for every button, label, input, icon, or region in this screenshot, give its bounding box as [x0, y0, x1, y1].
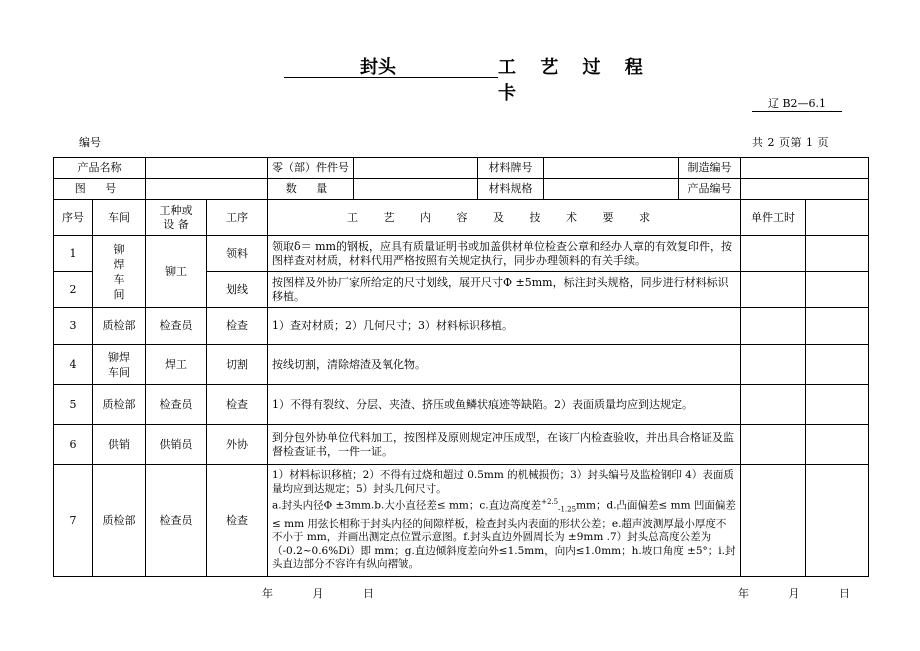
- content-cell: 按线切割，清除熔渣及氧化物。: [268, 345, 741, 385]
- unit-time-cell[interactable]: [741, 425, 806, 465]
- table-row: [54, 308, 869, 345]
- blank-cell: [806, 236, 869, 272]
- doc-title: [270, 53, 670, 104]
- bianhao-label: 编号: [79, 136, 101, 149]
- value-drawing-no[interactable]: [146, 179, 268, 200]
- content-cell: 1）查对材质；2）几何尺寸；3）材料标识移植。: [268, 308, 741, 345]
- workshop-cell: 质检部: [93, 385, 146, 425]
- seq-cell: 1: [54, 236, 93, 272]
- unit-time-cell[interactable]: [741, 272, 806, 308]
- value-part-number[interactable]: [354, 158, 478, 179]
- process-cell: 检查: [207, 308, 268, 345]
- seq-cell: 5: [54, 385, 93, 425]
- unit-time-cell[interactable]: [741, 385, 806, 425]
- header-row-1: [54, 158, 869, 179]
- col-process: 工序: [207, 200, 268, 236]
- unit-time-cell[interactable]: [741, 345, 806, 385]
- column-header-row: [54, 200, 869, 236]
- title-underline: [284, 77, 498, 78]
- process-cell: 划线: [207, 272, 268, 308]
- content-cell: 到分包外协单位代料加工，按图样及原则规定冲压成型，在该厂内检查验收，并出具合格证及监督检查证书，一件一证。: [268, 425, 741, 465]
- process-cell: 检查: [207, 465, 268, 577]
- label-product-number: 产品编号: [679, 179, 741, 200]
- title-part: 封头: [360, 57, 396, 78]
- table-row: [54, 465, 869, 577]
- value-quantity[interactable]: [354, 179, 478, 200]
- content-cell: 按图样及外协厂家所给定的尺寸划线，展开尺寸Φ ±5mm，标注封头规格，同步进行材料标识移植。: [268, 272, 741, 308]
- col-unit-time: 单件工时: [741, 200, 806, 236]
- blank-cell: [806, 465, 869, 577]
- value-mfg-number[interactable]: [741, 158, 869, 179]
- table-row: [54, 345, 869, 385]
- doc-number: 辽 B2—6.1: [752, 95, 842, 112]
- unit-time-cell[interactable]: [741, 465, 806, 577]
- content-cell: 1）不得有裂纹、分层、夹渣、挤压或鱼鳞状痕迹等缺陷。2）表面质量均应到达规定。: [268, 385, 741, 425]
- seq-cell: 6: [54, 425, 93, 465]
- blank-cell: [806, 345, 869, 385]
- process-cell: 切割: [207, 345, 268, 385]
- trade-cell: 供销员: [146, 425, 207, 465]
- footer-date-right: 年 月 日: [738, 587, 868, 600]
- workshop-cell: 质检部: [93, 465, 146, 577]
- seq-cell: 3: [54, 308, 93, 345]
- process-cell: 外协: [207, 425, 268, 465]
- label-material-spec: 材料规格: [478, 179, 544, 200]
- seq-cell: 2: [54, 272, 93, 308]
- workshop-cell: 铆焊车间: [93, 236, 146, 308]
- value-material-grade[interactable]: [544, 158, 679, 179]
- col-content: 工 艺 内 容 及 技 术 要 求: [268, 200, 741, 236]
- blank-cell: [806, 272, 869, 308]
- label-product-name: 产品名称: [54, 158, 146, 179]
- table-row: [54, 236, 869, 272]
- trade-cell: 铆工: [146, 236, 207, 308]
- label-part-number: 零（部）件件号: [268, 158, 354, 179]
- process-cell: 检查: [207, 385, 268, 425]
- label-quantity: 数 量: [268, 179, 354, 200]
- title-main: 工 艺 过 程 卡: [498, 57, 652, 104]
- content-cell: 1）材料标识移植；2）不得有过烧和超过 0.5mm 的机械损伤；3）封头编号及监检钢印 4）表面质量均应到达规定；5）封头几何尺寸。 a.封头内径Φ ±3mm.b.大小直径差≤ mm；c.直边高度差$^{+2.5}_{-1.25}$mm；d.凸面偏差≤ mm 凹面偏差≤ mm 用弦长相称于封头内径的间隙样板，检查封头内表面的形状公差；e.超声波测厚最小厚度不不小于 mm，并画出测定点位置示意图。f.封头直边外圆周长为 ±9mm .7）封头总高度公差为（-0.2~0.6%Di）即 mm；g.直边倾斜度差向外≤1.5mm，向内≤1.0mm；h.坡口角度 ±5°；i.封头直边部分不容许有纵向褶皱。: [268, 465, 741, 577]
- label-drawing-no: 图 号: [54, 179, 146, 200]
- blank-cell: [806, 385, 869, 425]
- seq-cell: 7: [54, 465, 93, 577]
- trade-cell: 焊工: [146, 345, 207, 385]
- label-mfg-number: 制造编号: [679, 158, 741, 179]
- page-counter: 共 2 页第 1 页: [752, 136, 829, 149]
- content-cell: 领取δ＝ mm的钢板，应具有质量证明书或加盖供材单位检查公章和经办人章的有效复印件，按图样查对材质，材料代用严格按照有关规定执行，同步办理领料的有关手续。: [268, 236, 741, 272]
- label-material-grade: 材料牌号: [478, 158, 544, 179]
- unit-time-cell[interactable]: [741, 236, 806, 272]
- process-cell: 领料: [207, 236, 268, 272]
- value-material-spec[interactable]: [544, 179, 679, 200]
- blank-cell: [806, 308, 869, 345]
- trade-cell: 检查员: [146, 308, 207, 345]
- table-row: [54, 425, 869, 465]
- table-row: [54, 385, 869, 425]
- footer-date-left: 年 月 日: [262, 587, 392, 600]
- col-blank: [806, 200, 869, 236]
- value-product-number[interactable]: [741, 179, 869, 200]
- value-product-name[interactable]: [146, 158, 268, 179]
- trade-cell: 检查员: [146, 385, 207, 425]
- header-row-2: [54, 179, 869, 200]
- blank-cell: [806, 425, 869, 465]
- workshop-cell: 质检部: [93, 308, 146, 345]
- process-table: [53, 157, 869, 577]
- col-seq: 序号: [54, 200, 93, 236]
- workshop-cell: 供销: [93, 425, 146, 465]
- trade-cell: 检查员: [146, 465, 207, 577]
- workshop-cell: 铆焊车间: [93, 345, 146, 385]
- seq-cell: 4: [54, 345, 93, 385]
- col-trade: 工种或 设 备: [146, 200, 207, 236]
- col-workshop: 车间: [93, 200, 146, 236]
- unit-time-cell[interactable]: [741, 308, 806, 345]
